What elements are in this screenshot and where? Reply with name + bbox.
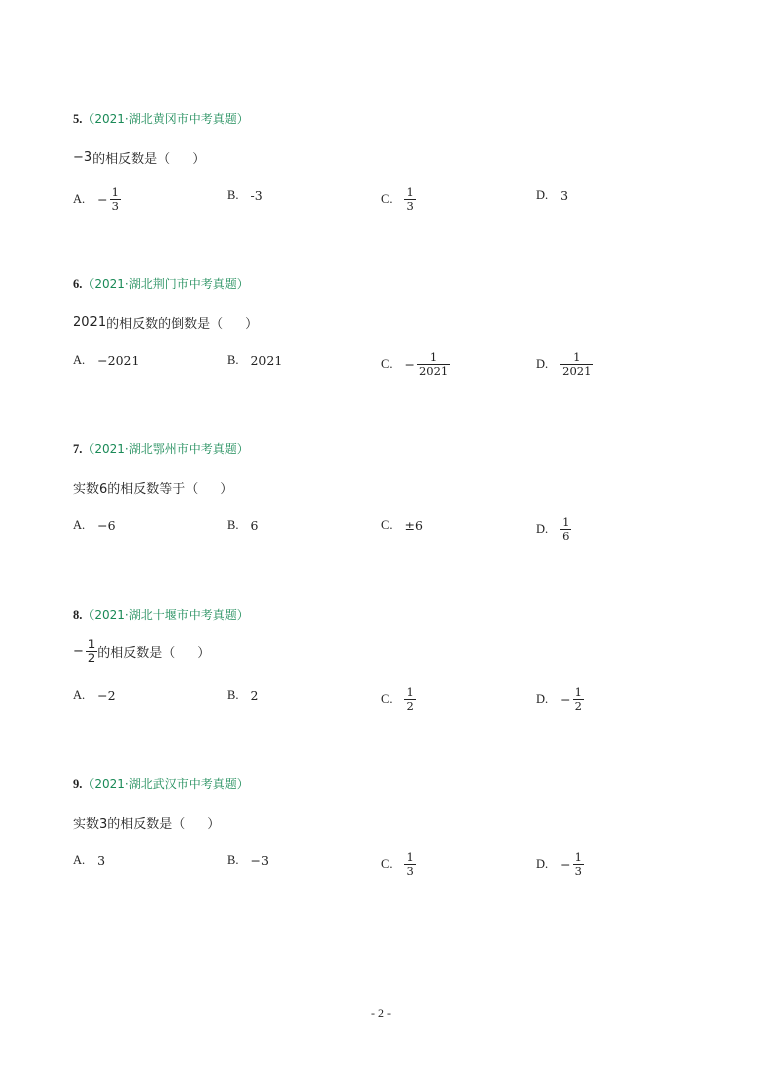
fraction bbox=[404, 686, 415, 713]
fraction bbox=[560, 351, 593, 378]
stem-expression: 2021 bbox=[73, 315, 107, 330]
numerator: 1 bbox=[406, 185, 414, 199]
option-value: −6 bbox=[97, 518, 116, 533]
option-d[interactable] bbox=[536, 686, 584, 713]
question-source: （2021·湖北十堰市中考真题） bbox=[82, 608, 249, 622]
option-letter: D. bbox=[536, 522, 549, 536]
option-d[interactable] bbox=[536, 188, 568, 203]
question-stem bbox=[73, 813, 220, 832]
option-letter: D. bbox=[536, 857, 549, 871]
option-value: 6 bbox=[250, 518, 259, 533]
option-value: −2 bbox=[97, 688, 116, 703]
option-d[interactable] bbox=[536, 851, 584, 878]
fraction bbox=[404, 851, 415, 878]
denominator: 2 bbox=[406, 699, 414, 713]
denominator: 3 bbox=[406, 864, 414, 878]
option-value bbox=[560, 516, 571, 543]
numerator: 1 bbox=[111, 185, 119, 199]
option-d[interactable] bbox=[536, 516, 571, 543]
option-value bbox=[404, 851, 415, 878]
option-letter: B. bbox=[227, 688, 239, 702]
option-value bbox=[404, 686, 415, 713]
question-number: 9. bbox=[73, 777, 83, 791]
option-value bbox=[404, 186, 415, 213]
option-letter: A. bbox=[73, 192, 86, 206]
stem-expression: −3 bbox=[73, 150, 93, 165]
stem-close: ） bbox=[192, 152, 206, 167]
page-number: - 2 - bbox=[371, 1006, 391, 1020]
option-value: -3 bbox=[250, 188, 263, 203]
question-header bbox=[73, 110, 249, 127]
question-source: （2021·湖北鄂州市中考真题） bbox=[82, 442, 249, 456]
question-number: 6. bbox=[73, 277, 83, 291]
option-value bbox=[560, 686, 584, 713]
option-c[interactable] bbox=[381, 851, 416, 878]
stem-close: ） bbox=[220, 482, 234, 497]
option-b[interactable] bbox=[227, 518, 258, 533]
question-header bbox=[73, 775, 249, 792]
numerator: 1 bbox=[574, 850, 582, 864]
option-c[interactable] bbox=[381, 686, 416, 713]
fraction bbox=[560, 516, 571, 543]
minus-sign: − bbox=[404, 357, 415, 372]
option-letter: B. bbox=[227, 518, 239, 532]
option-value bbox=[560, 351, 593, 378]
option-a[interactable] bbox=[73, 353, 139, 368]
option-value: 2 bbox=[250, 688, 259, 703]
fraction bbox=[404, 186, 415, 213]
question-stem bbox=[73, 478, 233, 497]
question-header bbox=[73, 275, 249, 292]
minus-sign: − bbox=[97, 192, 108, 207]
option-letter: C. bbox=[381, 518, 393, 532]
option-letter: B. bbox=[227, 353, 239, 367]
denominator: 3 bbox=[406, 199, 414, 213]
option-letter: A. bbox=[73, 853, 86, 867]
option-value: 2021 bbox=[250, 353, 283, 368]
denominator: 6 bbox=[562, 529, 570, 543]
option-letter: B. bbox=[227, 853, 239, 867]
option-letter: C. bbox=[381, 192, 393, 206]
fraction bbox=[86, 638, 97, 665]
option-value: ±6 bbox=[404, 518, 423, 533]
stem-text: 的相反数的倒数是（ bbox=[106, 317, 224, 332]
stem-close: ） bbox=[207, 817, 221, 832]
option-value: −2021 bbox=[97, 353, 140, 368]
stem-close: ） bbox=[245, 317, 259, 332]
option-letter: C. bbox=[381, 857, 393, 871]
option-a[interactable] bbox=[73, 518, 116, 533]
question-number: 7. bbox=[73, 442, 83, 456]
stem-close: ） bbox=[197, 646, 211, 661]
numerator: 1 bbox=[406, 850, 414, 864]
stem-text: 的相反数等于（ bbox=[107, 482, 199, 497]
numerator: 1 bbox=[429, 350, 438, 364]
option-letter: D. bbox=[536, 357, 549, 371]
option-letter: C. bbox=[381, 357, 393, 371]
question-source: （2021·湖北武汉市中考真题） bbox=[82, 777, 249, 791]
stem-expression: 实数6 bbox=[73, 482, 108, 497]
minus-sign: − bbox=[560, 857, 571, 872]
option-letter: A. bbox=[73, 688, 86, 702]
fraction bbox=[417, 351, 450, 378]
fraction bbox=[573, 686, 584, 713]
option-c[interactable] bbox=[381, 351, 450, 378]
question-source: （2021·湖北黄冈市中考真题） bbox=[82, 112, 249, 126]
minus-sign: − bbox=[73, 644, 84, 659]
option-a[interactable] bbox=[73, 688, 116, 703]
option-value bbox=[560, 851, 584, 878]
question-header bbox=[73, 440, 249, 457]
fraction bbox=[110, 186, 121, 213]
denominator: 2021 bbox=[562, 364, 592, 378]
option-b[interactable] bbox=[227, 353, 282, 368]
option-b[interactable] bbox=[227, 188, 263, 203]
numerator: 1 bbox=[562, 515, 570, 529]
option-a[interactable] bbox=[73, 853, 105, 868]
denominator: 2 bbox=[87, 651, 96, 665]
option-value bbox=[97, 186, 121, 213]
option-b[interactable] bbox=[227, 688, 258, 703]
stem-text: 的相反数是（ bbox=[92, 152, 171, 167]
denominator: 3 bbox=[111, 199, 119, 213]
option-value: −3 bbox=[250, 853, 269, 868]
question-number: 5. bbox=[73, 112, 83, 126]
question-header bbox=[73, 606, 249, 623]
stem-text: 的相反数是（ bbox=[107, 817, 186, 832]
option-value: 3 bbox=[560, 188, 569, 203]
question-number: 8. bbox=[73, 608, 83, 622]
numerator: 1 bbox=[573, 350, 581, 364]
fraction bbox=[573, 851, 584, 878]
option-letter: C. bbox=[381, 692, 393, 706]
stem-expression: 实数3 bbox=[73, 817, 108, 832]
numerator: 1 bbox=[406, 685, 414, 699]
option-letter: B. bbox=[227, 188, 239, 202]
option-letter: D. bbox=[536, 692, 549, 706]
option-d[interactable] bbox=[536, 351, 593, 378]
question-stem bbox=[73, 148, 205, 167]
option-letter: A. bbox=[73, 353, 86, 367]
question-stem bbox=[73, 638, 210, 665]
question-source: （2021·湖北荆门市中考真题） bbox=[82, 277, 249, 291]
option-letter: A. bbox=[73, 518, 86, 532]
denominator: 2 bbox=[574, 699, 582, 713]
option-b[interactable] bbox=[227, 853, 269, 868]
option-c[interactable] bbox=[381, 518, 423, 533]
denominator: 2021 bbox=[418, 364, 449, 378]
stem-text: 的相反数是（ bbox=[97, 646, 176, 661]
minus-sign: − bbox=[560, 692, 571, 707]
numerator: 1 bbox=[87, 637, 96, 651]
option-letter: D. bbox=[536, 188, 549, 202]
option-c[interactable] bbox=[381, 186, 416, 213]
option-value: 3 bbox=[97, 853, 106, 868]
denominator: 3 bbox=[574, 864, 582, 878]
numerator: 1 bbox=[574, 685, 582, 699]
option-a[interactable] bbox=[73, 186, 121, 213]
option-value bbox=[404, 351, 450, 378]
question-stem bbox=[73, 313, 258, 332]
